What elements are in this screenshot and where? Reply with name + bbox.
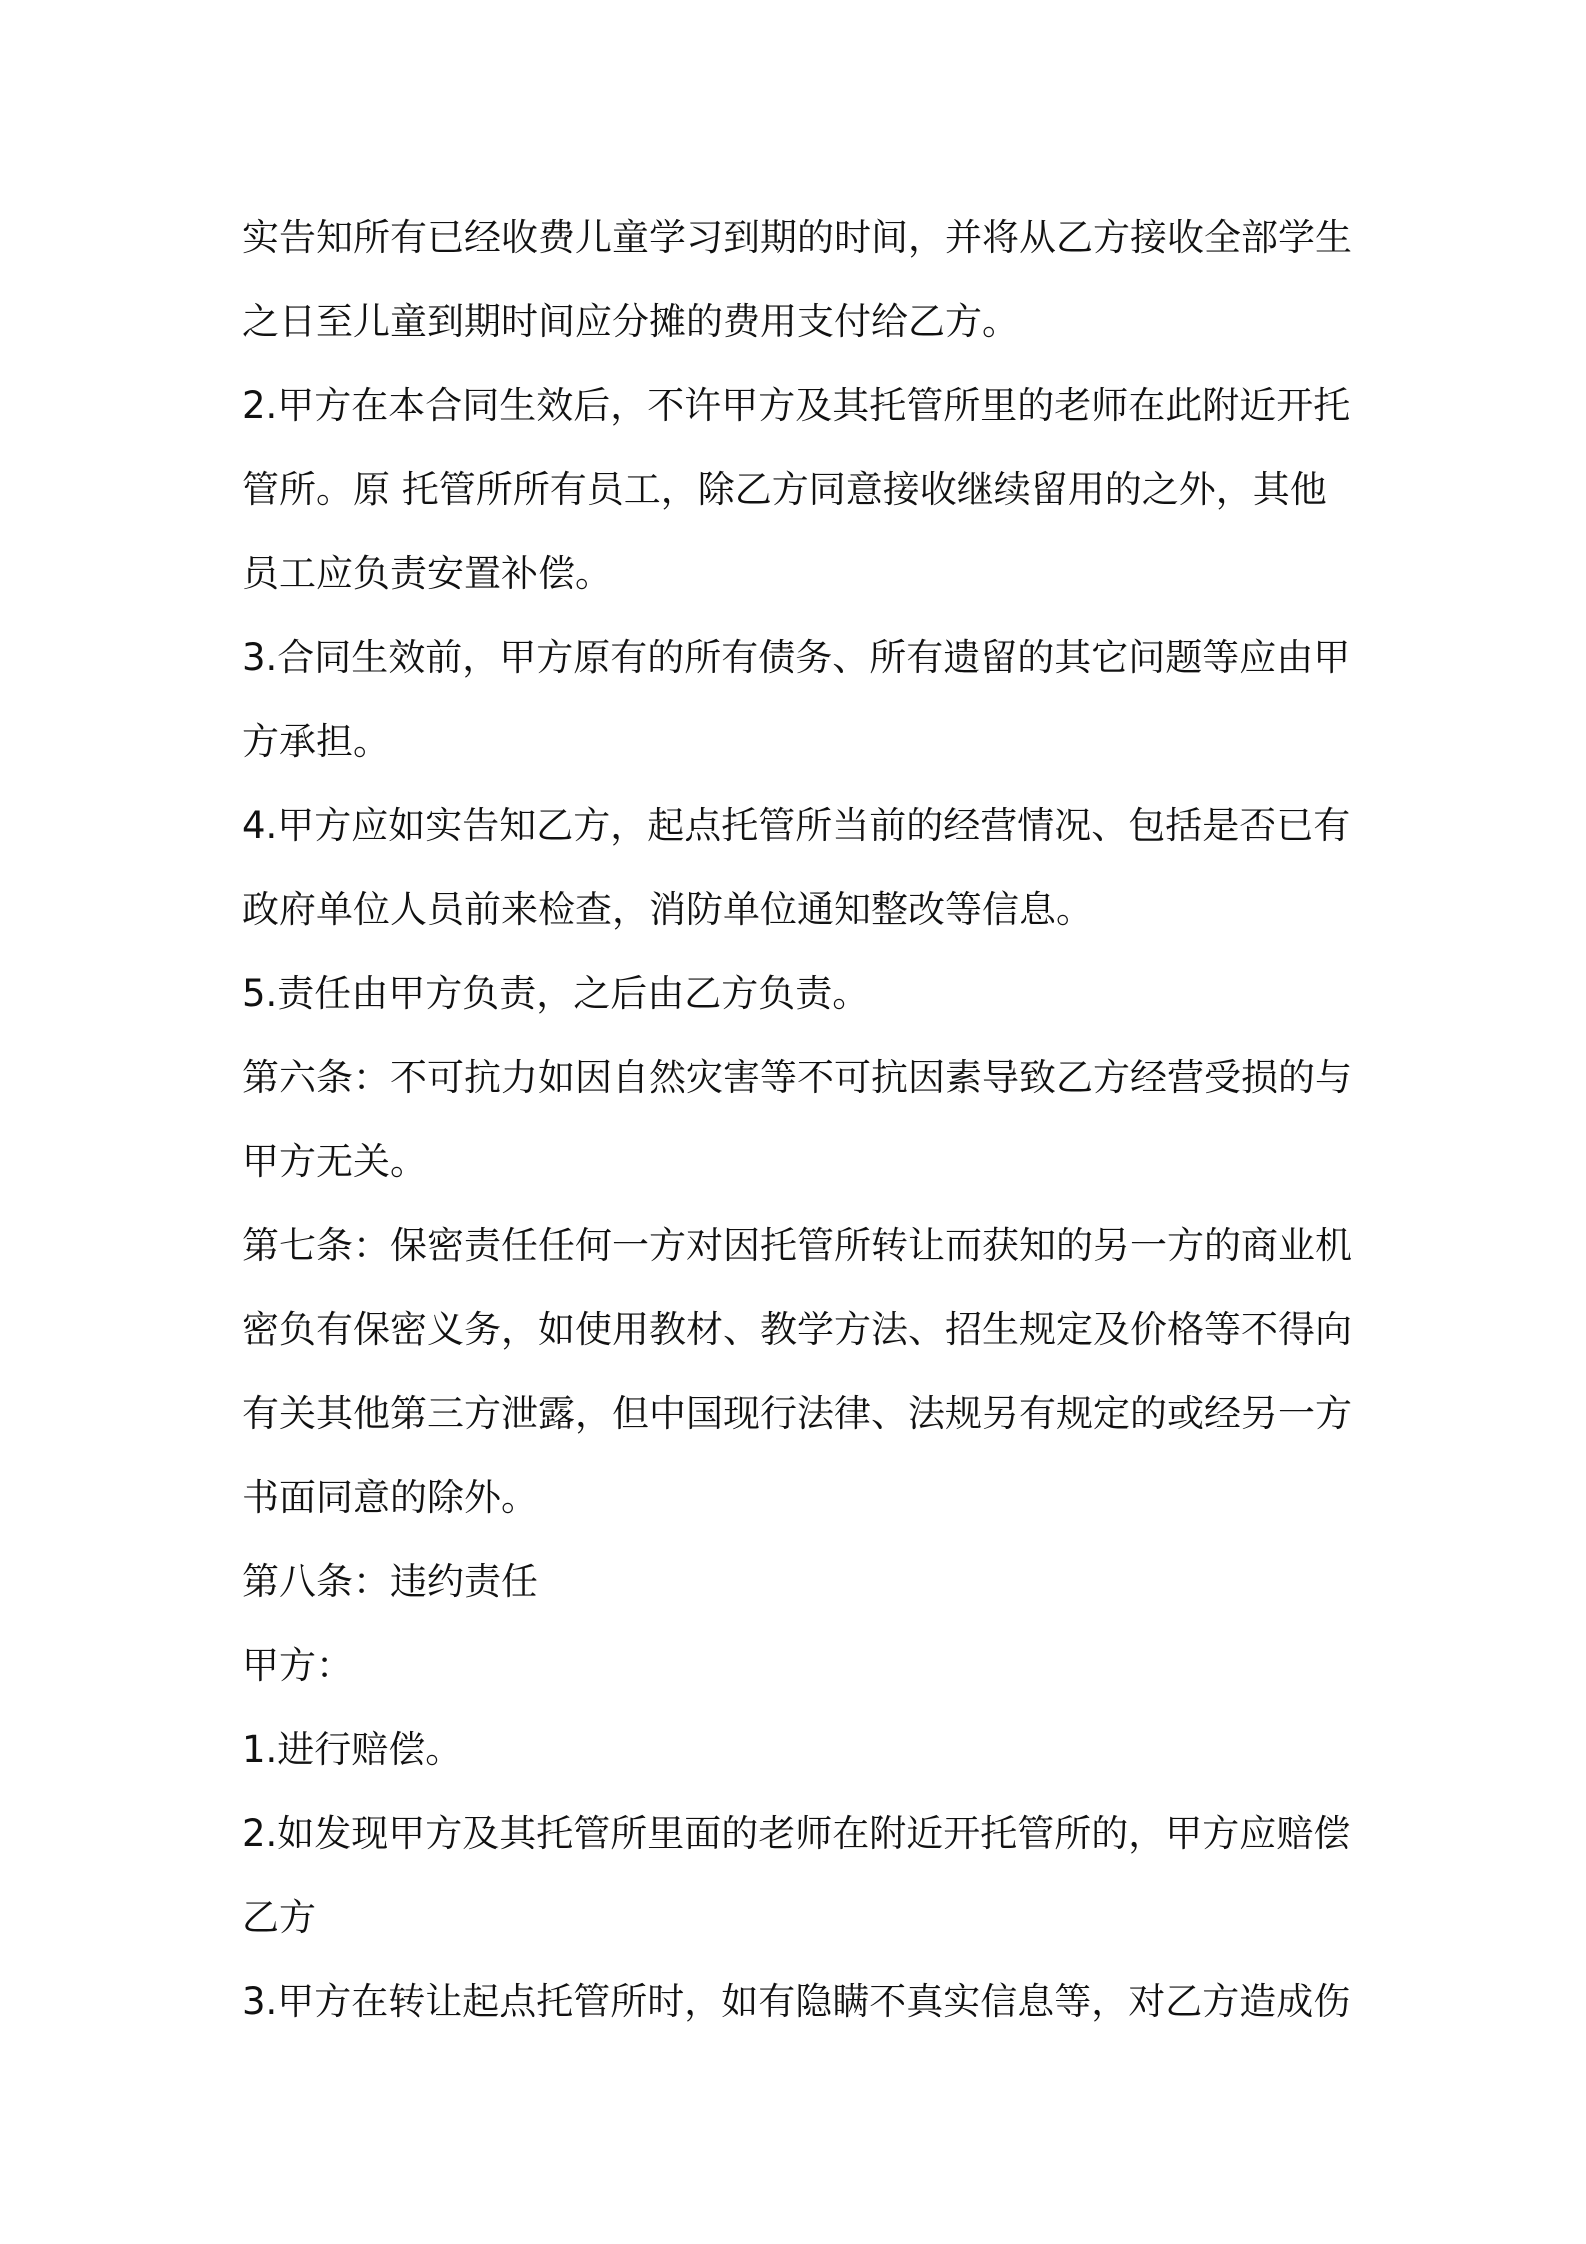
text-line: 管所。原 托管所所有员工，除乙方同意接收继续留用的之外，其他 [242,468,1327,511]
text-line: 政府单位人员前来检查，消防单位通知整改等信息。 [242,888,1093,931]
text-line: 3.甲方在转让起点托管所时，如有隐瞒不真实信息等，对乙方造成伤 [242,1980,1351,2023]
text-line: 第八条：违约责任 [242,1560,538,1603]
text-line: 书面同意的除外。 [242,1476,538,1519]
text-line: 第七条：保密责任任何一方对因托管所转让而获知的另一方的商业机 [242,1224,1352,1267]
text-line: 3.合同生效前，甲方原有的所有债务、所有遗留的其它问题等应由甲 [242,636,1351,679]
text-line: 1.进行赔偿。 [242,1728,463,1771]
text-line: 甲方： [242,1644,353,1687]
text-line: 实告知所有已经收费儿童学习到期的时间，并将从乙方接收全部学生 [242,216,1352,259]
text-line: 方承担。 [242,720,390,763]
document-body [242,196,1362,2044]
text-line: 4.甲方应如实告知乙方，起点托管所当前的经营情况、包括是否已有 [242,804,1351,847]
text-line: 2.如发现甲方及其托管所里面的老师在附近开托管所的，甲方应赔偿 [242,1812,1351,1855]
text-line: 之日至儿童到期时间应分摊的费用支付给乙方。 [242,300,1019,343]
text-line: 5.责任由甲方负责，之后由乙方负责。 [242,972,870,1015]
text-line: 甲方无关。 [242,1140,427,1183]
text-line: 员工应负责安置补偿。 [242,552,612,595]
text-line: 乙方 [242,1896,316,1939]
text-line: 有关其他第三方泄露，但中国现行法律、法规另有规定的或经另一方 [242,1392,1352,1435]
text-line: 密负有保密义务，如使用教材、教学方法、招生规定及价格等不得向 [242,1308,1352,1351]
text-line: 第六条：不可抗力如因自然灾害等不可抗因素导致乙方经营受损的与 [242,1056,1352,1099]
text-line: 2.甲方在本合同生效后，不许甲方及其托管所里的老师在此附近开托 [242,384,1351,427]
